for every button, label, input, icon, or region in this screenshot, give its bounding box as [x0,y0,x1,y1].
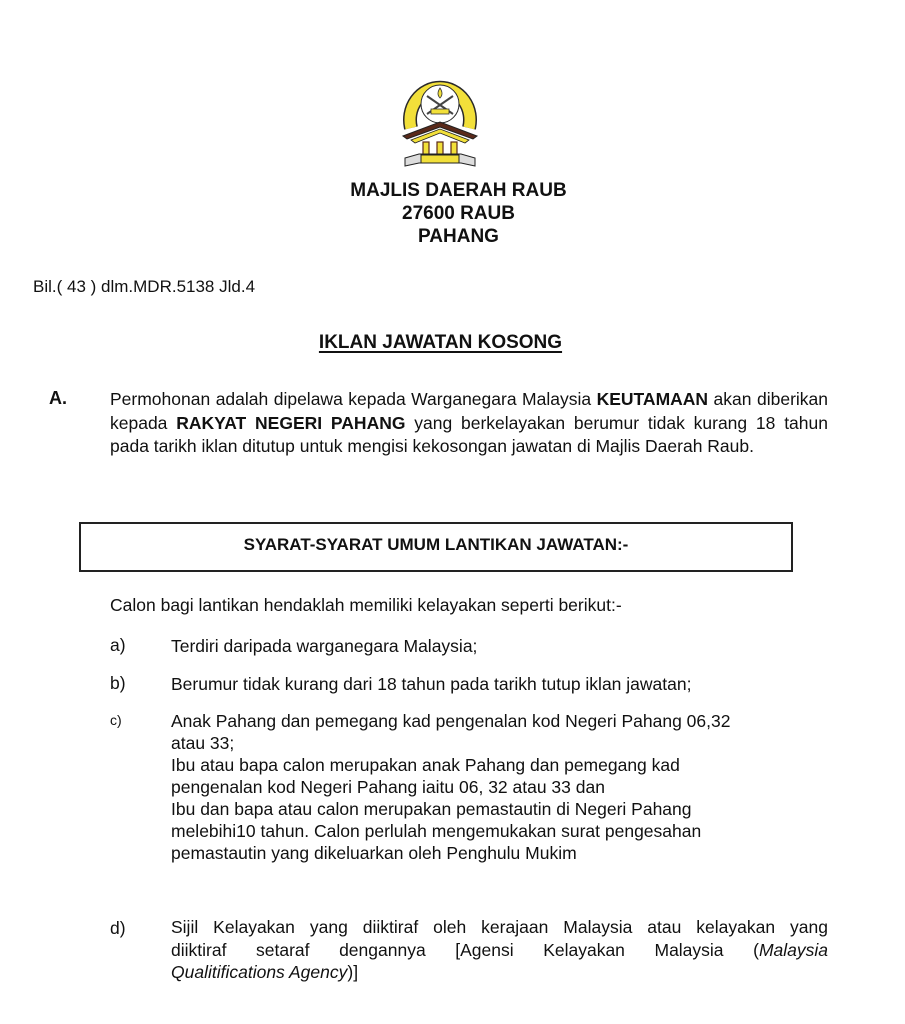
item-c-text [171,710,828,864]
item-a-text: Terdiri daripada warganegara Malaysia; [171,636,478,656]
requirements-intro: Calon bagi lantikan hendaklah memiliki kelayakan seperti berikut:- [110,595,622,615]
item-c-label: c) [110,712,122,728]
item-c-line: pengenalan kod Negeri Pahang iaitu 06, 32 atau 33 dan [171,777,605,797]
reference-number: Bil.( 43 ) dlm.MDR.5138 Jld.4 [33,277,256,296]
org-name: MAJLIS DAERAH RAUB [350,180,567,201]
item-c-line: Anak Pahang dan pemegang kad pengenalan kod Negeri Pahang 06,32 [171,711,731,731]
document-title [0,332,893,354]
item-c-line: melebihi10 tahun. Calon perlulah mengemukakan surat pengesahan [171,821,702,841]
item-c-line: Ibu dan bapa atau calon merupakan pemastautin di Negeri Pahang [171,799,692,819]
item-b-text: Berumur tidak kurang dari 18 tahun pada tarikh tutup iklan jawatan; [171,674,692,694]
org-state: PAHANG [418,226,499,247]
item-d-text [171,916,828,984]
item-b-label: b) [110,673,126,693]
requirements-box-title: SYARAT-SYARAT UMUM LANTIKAN JAWATAN:- [243,535,629,554]
item-d-line-3-end: )] [347,962,359,982]
section-a-text-2: akan diberikan kepada [110,389,828,433]
section-a-label: A. [49,388,67,408]
item-a-label: a) [110,635,126,655]
item-d-label: d) [110,918,126,938]
item-c-line: atau 33; [171,733,235,753]
section-a-bold-1: KEUTAMAAN [596,389,709,409]
section-a-text-1: Permohonan adalah dipelawa kepada Warganegara Malaysia [110,389,597,409]
item-c-line: Ibu atau bapa calon merupakan anak Pahang dan pemegang kad [171,755,680,775]
section-a-bold-2: RAKYAT NEGERI PAHANG [176,412,406,433]
item-d-line-3 [171,961,828,984]
item-d-line-1: Sijil Kelayakan yang diiktiraf oleh kerajaan Malaysia atau kelayakan yang [171,917,828,937]
item-d-line-2 [171,939,828,962]
item-c-line: pemastautin yang dikeluarkan oleh Penghulu Mukim [171,843,577,863]
item-d-italic-1: Malaysia [758,939,828,960]
org-address: 27600 RAUB [402,203,515,224]
item-d-italic-2: Qualitifications Agency [171,962,348,982]
council-logo [397,66,483,174]
item-d-line-2-text: diiktiraf setaraf dengannya [Agensi Kelayakan Malaysia ( [171,939,759,960]
document-title-text: IKLAN JAWATAN KOSONG [318,332,563,353]
section-a-text-3: yang berkelayakan berumur tidak kurang 18 tahun pada tarikh iklan ditutup untuk mengisi kekosongan jawatan di Majlis Daerah Raub. [110,412,828,456]
section-a-paragraph [110,388,828,459]
